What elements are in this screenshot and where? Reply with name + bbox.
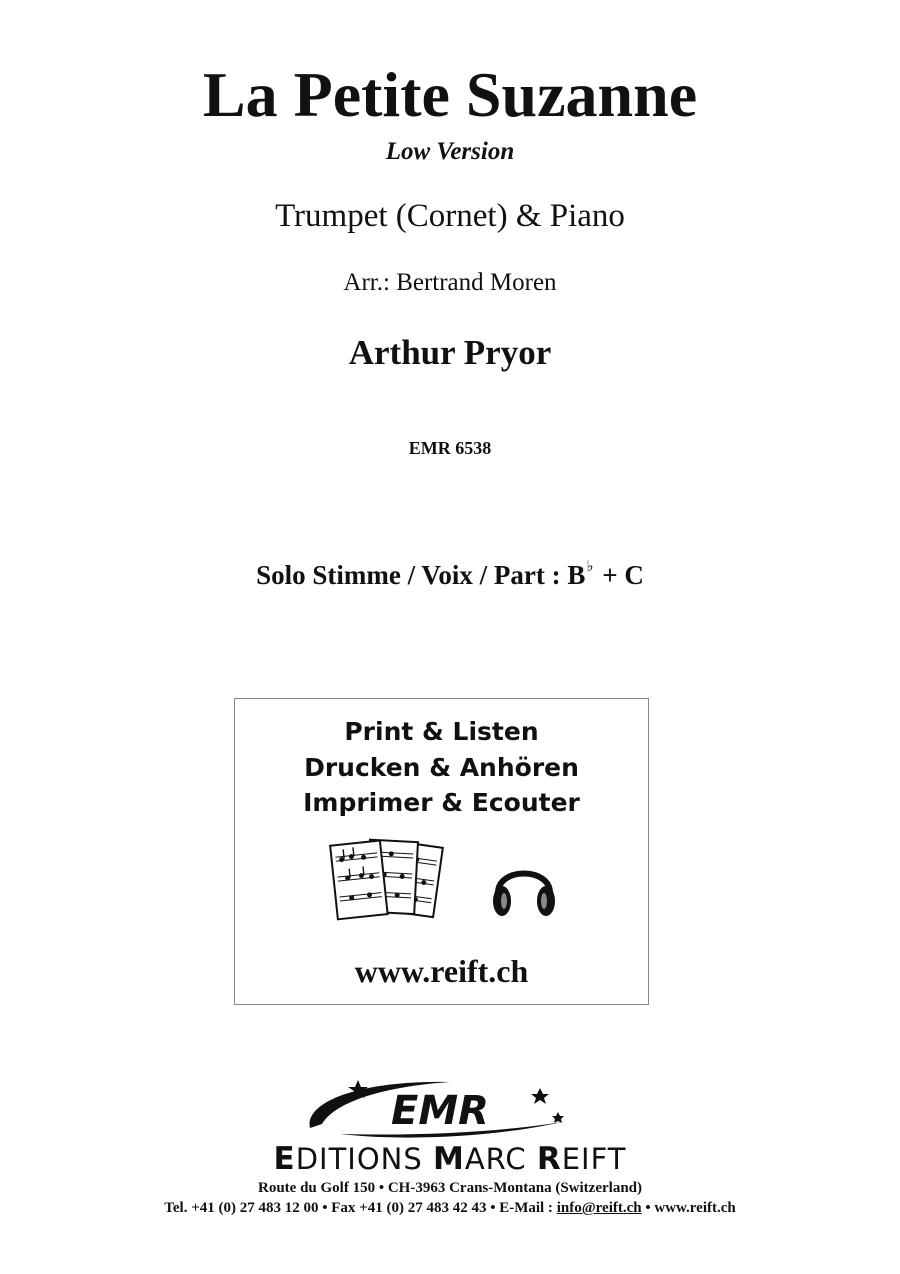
publisher-name-r: R bbox=[536, 1141, 562, 1177]
version-subtitle: Low Version bbox=[385, 138, 515, 165]
catalog-number: EMR 6538 bbox=[408, 438, 492, 458]
publisher-name-arc: ARC bbox=[464, 1142, 537, 1176]
publisher-name-eift: EIFT bbox=[561, 1142, 627, 1176]
publisher-name-m: M bbox=[432, 1141, 465, 1177]
contact-phone-fax: Tel. +41 (0) 27 483 12 00 • Fax +41 (0) 27 483 42 43 • E-Mail : bbox=[164, 1200, 557, 1216]
promo-line-french: Imprimer & Ecouter bbox=[303, 788, 580, 817]
contact-website[interactable]: • www.reift.ch bbox=[641, 1200, 736, 1216]
publisher-contact bbox=[0, 1200, 900, 1217]
headphones-icon bbox=[488, 851, 560, 923]
arranger-credit: Arr.: Bertrand Moren bbox=[343, 269, 557, 296]
sheet-music-icon bbox=[328, 835, 454, 927]
promo-line-german: Drucken & Anhören bbox=[304, 753, 579, 782]
publisher-name bbox=[0, 1141, 900, 1177]
promo-icons bbox=[235, 835, 648, 930]
piece-title: La Petite Suzanne bbox=[202, 59, 698, 130]
part-label-suffix: + C bbox=[595, 560, 644, 590]
flat-symbol: ♭ bbox=[586, 559, 594, 575]
print-listen-promo-box bbox=[234, 698, 649, 1005]
part-label-prefix: Solo Stimme / Voix / Part : B bbox=[256, 560, 586, 590]
promo-line-english: Print & Listen bbox=[344, 717, 539, 746]
emr-logo-text: EMR bbox=[391, 1088, 489, 1134]
publisher-name-ditions: DITIONS bbox=[295, 1142, 433, 1176]
publisher-address: Route du Golf 150 • CH-3963 Crans-Montana (Switzerland) bbox=[258, 1180, 642, 1196]
part-label bbox=[0, 560, 900, 591]
composer-name: Arthur Pryor bbox=[348, 333, 552, 372]
contact-email-link[interactable]: info@reift.ch bbox=[556, 1200, 642, 1216]
emr-logo bbox=[300, 1072, 580, 1142]
publisher-name-e: E bbox=[273, 1141, 296, 1177]
promo-website-url[interactable]: www.reift.ch bbox=[354, 953, 529, 989]
instrumentation: Trumpet (Cornet) & Piano bbox=[275, 198, 625, 234]
